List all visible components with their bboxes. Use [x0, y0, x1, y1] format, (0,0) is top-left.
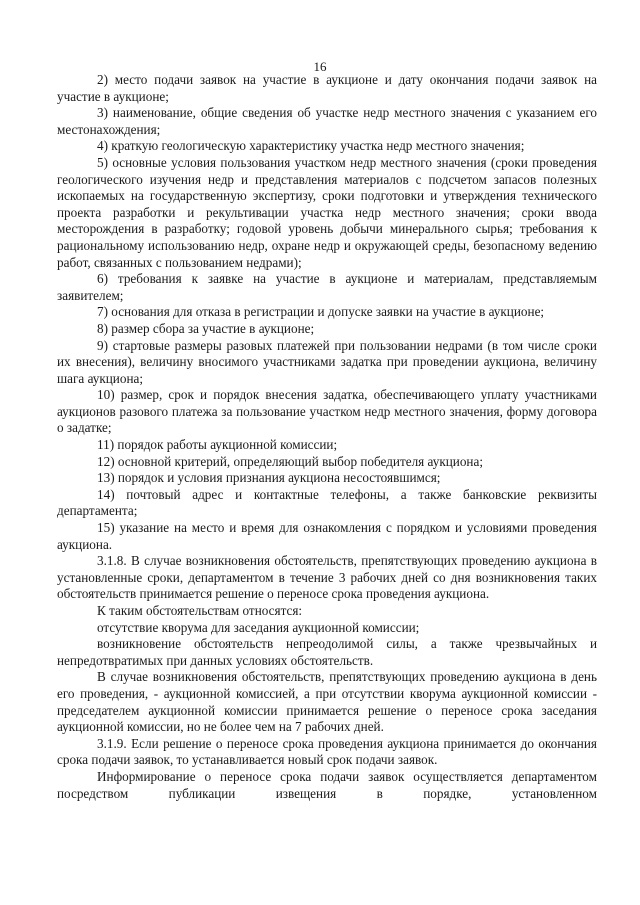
list-item-13: 13) порядок и условия признания аукциона несостоявшимся; — [97, 470, 441, 486]
list-item-5: 5) основные условия пользования участком недр местного значения (сроки проведения геологического изучения недр и представления материалов с подсчетом запасов полезных ископаемых на государственную экспертизу, сроки подготовки и утверждения технического проекта разработки и рекультивации участка недр местного значения; сроки ввода месторождения в разработку; годовой уровень добычи минерального сырья; требования к рациональному использованию недр, охране недр и окружающей среды, безопасному ведению работ, связанных с пользованием недрами); — [57, 154, 597, 270]
list-item-4: 4) краткую геологическую характеристику участка недр местного значения; — [97, 138, 525, 154]
informing-paragraph: Информирование о переносе срока подачи заявок осуществляется департаментом посредством публикации извещения в порядке, установленном — [57, 768, 597, 801]
list-item-11: 11) порядок работы аукционной комиссии; — [97, 437, 338, 453]
circumstances-intro: К таким обстоятельствам относятся: — [97, 603, 303, 618]
clause-3-1-8: 3.1.8. В случае возникновения обстоятельств, препятствующих проведению аукциона в установленные сроки, департаментом в течение 3 рабочих дней со дня возникновения таких обстоятельств принимается решение о переносе срока проведения аукциона. — [57, 553, 597, 602]
page-number: 16 — [313, 59, 327, 74]
list-item-7: 7) основания для отказа в регистрации и допуске заявки на участие в аукционе; — [97, 304, 545, 320]
list-item-9: 9) стартовые размеры разовых платежей при пользовании недрами (в том числе сроки их внесения), величину вносимого участниками задатка при проведении аукциона, величину шага аукциона; — [57, 337, 597, 386]
document-body — [57, 72, 597, 802]
list-item-14: 14) почтовый адрес и контактные телефоны, а также банковские реквизиты департамента; — [57, 486, 597, 519]
circumstance-force-majeure: возникновение обстоятельств непреодолимой силы, а также чрезвычайных и непредотвратимых при данных условиях обстоятельств. — [57, 636, 597, 668]
list-item-2: 2) место подачи заявок на участие в аукционе и дату окончания подачи заявок на участие в аукционе; — [57, 72, 597, 104]
circumstance-no-quorum: отсутствие кворума для заседания аукционной комиссии; — [97, 619, 420, 635]
list-item-10: 10) размер, срок и порядок внесения задатка, обеспечивающего уплату участниками аукционов разового платежа за пользование участком недр местного значения, форму договора о задатке; — [57, 387, 597, 436]
auction-day-postponement: В случае возникновения обстоятельств, препятствующих проведению аукциона в день его проведения, - аукционной комиссией, а при отсутствии кворума аукционной комиссии - председателем аукционной комиссии принимается решение о переносе срока заседания аукционной комиссии, но не более чем на 7 рабочих дней. — [57, 669, 597, 735]
list-item-15: 15) указание на место и время для ознакомления с порядком и условиями проведения аукциона. — [57, 520, 597, 552]
clause-3-1-9: 3.1.9. Если решение о переносе срока проведения аукциона принимается до окончания срока подачи заявок, то устанавливается новый срок подачи заявок. — [57, 735, 597, 768]
list-item-3: 3) наименование, общие сведения об участке недр местного значения с указанием его местонахождения; — [57, 105, 597, 137]
list-item-12: 12) основной критерий, определяющий выбор победителя аукциона; — [97, 453, 484, 469]
list-item-8: 8) размер сбора за участие в аукционе; — [97, 320, 315, 336]
list-item-6: 6) требования к заявке на участие в аукционе и материалам, представляемым заявителем; — [57, 271, 597, 303]
